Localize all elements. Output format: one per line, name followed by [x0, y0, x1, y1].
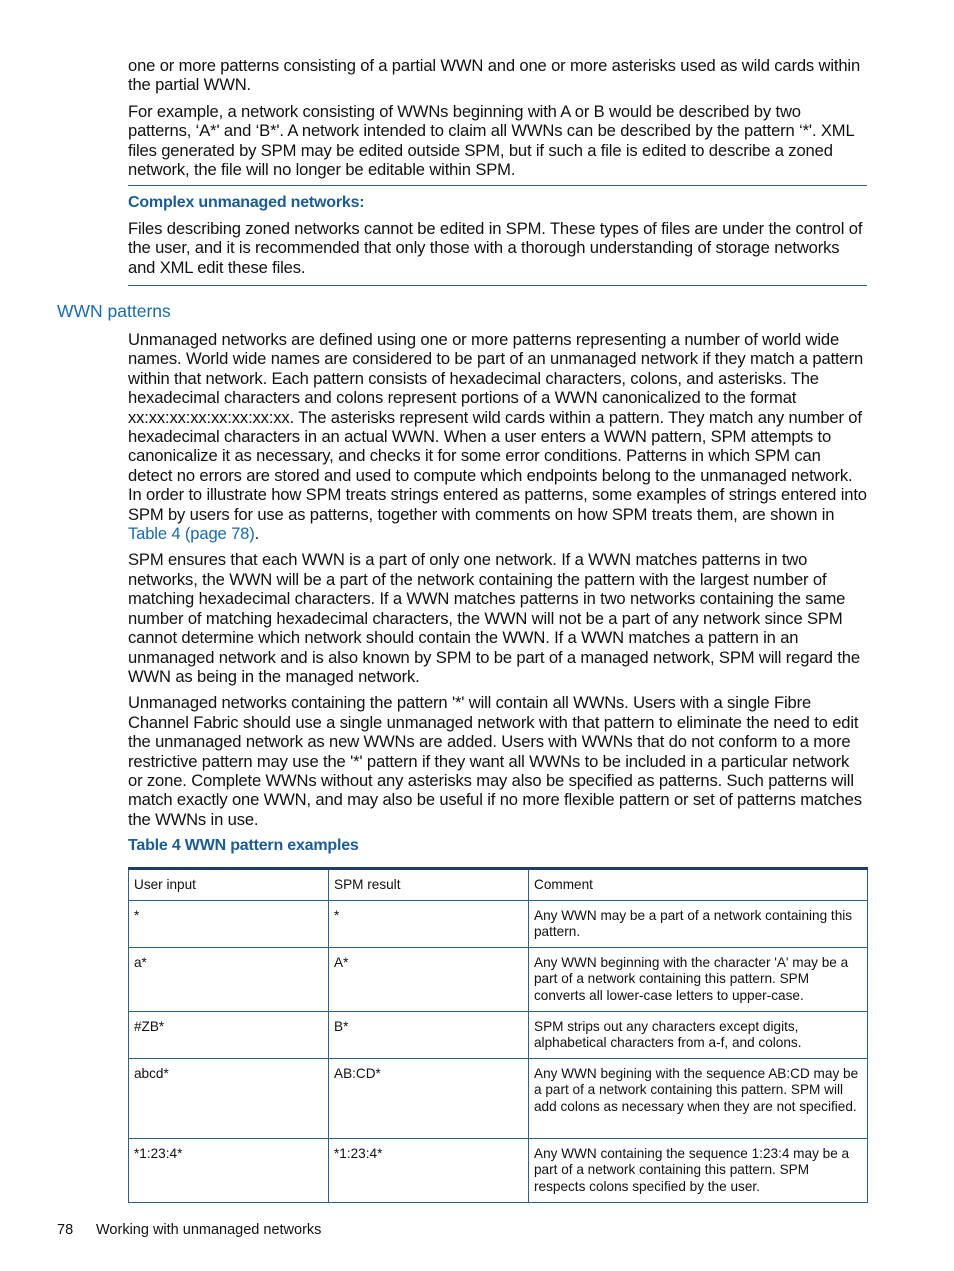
cell-spm-result: B*	[329, 1011, 529, 1058]
table-header-row	[129, 869, 868, 901]
page-number: 78	[57, 1222, 74, 1238]
table-row	[129, 1011, 868, 1058]
cell-comment: SPM strips out any characters except digits, alphabetical characters from a-f, and colons.	[529, 1011, 868, 1058]
header-comment: Comment	[529, 869, 868, 901]
cell-user-input: #ZB*	[129, 1011, 329, 1058]
note-top-rule	[128, 185, 867, 186]
intro-paragraph-1: one or more patterns consisting of a partial WWN and one or more asterisks used as wild cards within the partial WWN.	[128, 56, 861, 95]
cell-spm-result: AB:CD*	[329, 1058, 529, 1138]
cell-user-input: a*	[129, 947, 329, 1011]
table-row	[129, 1058, 868, 1138]
cell-comment: Any WWN containing the sequence 1:23:4 may be a part of a network containing this pattern. SPM respects colons specified by the user.	[529, 1138, 868, 1202]
wwn-pattern-table	[128, 867, 868, 1203]
table-row	[129, 1138, 868, 1202]
section-paragraph-1	[128, 330, 868, 543]
header-spm-result: SPM result	[329, 869, 529, 901]
note-heading: Complex unmanaged networks:	[128, 194, 365, 211]
intro-block	[128, 56, 868, 179]
cell-spm-result: *	[329, 900, 529, 947]
note-bottom-rule	[128, 285, 867, 286]
cell-user-input: abcd*	[129, 1058, 329, 1138]
table-reference-link[interactable]: Table 4 (page 78)	[128, 524, 255, 544]
footer-chapter-title: Working with unmanaged networks	[96, 1222, 322, 1238]
cell-spm-result: *1:23:4*	[329, 1138, 529, 1202]
cell-user-input: *	[129, 900, 329, 947]
table-row	[129, 947, 868, 1011]
cell-spm-result: A*	[329, 947, 529, 1011]
cell-comment: Any WWN may be a part of a network containing this pattern.	[529, 900, 868, 947]
section-body	[128, 330, 868, 829]
cell-user-input: *1:23:4*	[129, 1138, 329, 1202]
section-paragraph-2: SPM ensures that each WWN is a part of only one network. If a WWN matches patterns in two networks, the WWN will be a part of the network containing the pattern with the largest number of matching hexadecimal characters. If a WWN matches patterns in two networks containing the same number of matching hexadecimal characters, the WWN will not be a part of any network since SPM cannot determine which network should contain the WWN. If a WWN matches a pattern in an unmanaged network and is also known by SPM to be part of a managed network, SPM will regard the WWN as being in the managed network.	[128, 550, 860, 686]
section-paragraph-3: Unmanaged networks containing the pattern '*' will contain all WWNs. Users with a single Fibre Channel Fabric should use a single unmanaged network with that pattern to eliminate the need to edit the unmanaged network as new WWNs are added. Users with WWNs that do not conform to a more restrictive pattern may use the '*' pattern if they want all WWNs to be included in a particular network or zone. Complete WWNs without any asterisks may also be specified as patterns. Such patterns will match exactly one WWN, and may also be useful if no more flexible pattern or set of patterns matches the WWNs in use.	[128, 693, 862, 829]
note-block	[128, 219, 868, 277]
section-paragraph-1-end: .	[254, 524, 260, 544]
header-user-input: User input	[129, 869, 329, 901]
cell-comment: Any WWN beginning with the character 'A' may be a part of a network containing this pattern. SPM converts all lower-case letters to upper-case.	[529, 947, 868, 1011]
section-heading: WWN patterns	[57, 301, 171, 321]
section-paragraph-1-text: Unmanaged networks are defined using one or more patterns representing a number of world wide names. World wide names are considered to be part of an unmanaged network if they match a pattern within that network. Each pattern consists of hexadecimal characters, colons, and asterisks. The hexadecimal characters and colons represent portions of a WWN canonicalized to the format xx:xx:xx:xx:xx:xx:xx:xx. The asterisks represent wild cards within a pattern. They match any number of hexadecimal characters in an actual WWN. When a user enters a WWN pattern, SPM attempts to canonicalize it as necessary, and checks it for some error conditions. Patterns in which SPM can detect no errors are stored and used to compute which endpoints belong to the unmanaged network. In order to illustrate how SPM treats strings entered as patterns, some examples of strings entered into SPM by users for use as patterns, together with comments on how SPM treats them, are shown in	[128, 330, 867, 524]
cell-comment: Any WWN begining with the sequence AB:CD may be a part of a network containing this pattern. SPM will add colons as necessary when they are not specified.	[529, 1058, 868, 1138]
note-text: Files describing zoned networks cannot be edited in SPM. These types of files are under the control of the user, and it is recommended that only those with a thorough understanding of storage networks and XML edit these files.	[128, 219, 863, 277]
table-caption: Table 4 WWN pattern examples	[128, 837, 359, 854]
table-row	[129, 900, 868, 947]
intro-paragraph-2: For example, a network consisting of WWNs beginning with A or B would be described by two patterns, ‘A*' and ‘B*'. A network intended to claim all WWNs can be described by the pattern ‘*'. XML files generated by SPM may be edited outside SPM, but if such a file is edited to describe a zoned network, the file will no longer be editable within SPM.	[128, 101, 854, 180]
